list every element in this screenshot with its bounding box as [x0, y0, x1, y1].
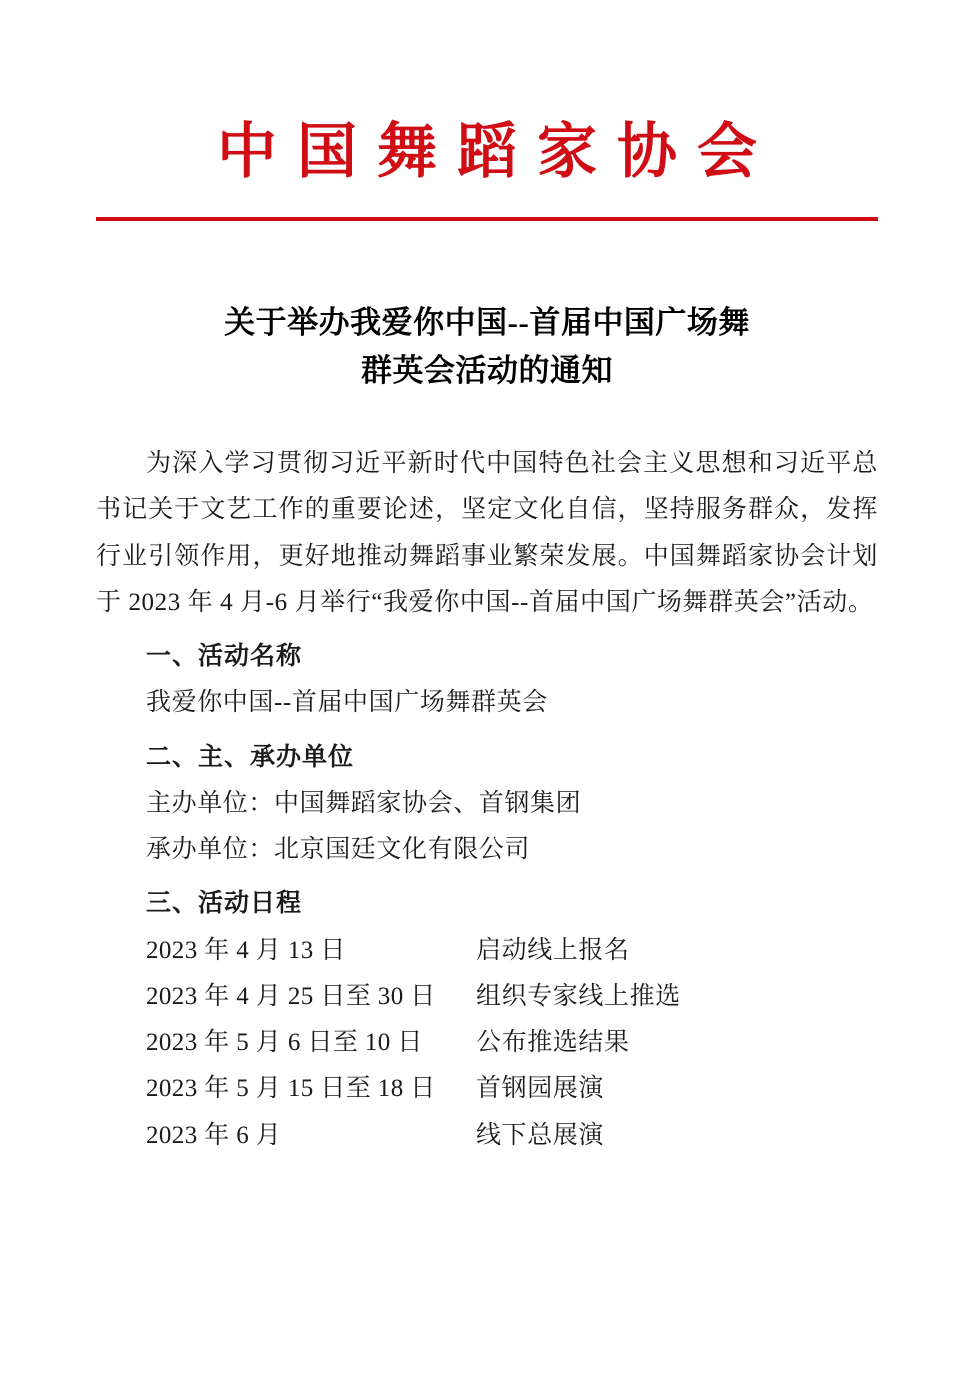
section-text-organizer-unit: 承办单位：北京国廷文化有限公司: [146, 836, 531, 864]
intro-paragraph: 为深入学习贯彻习近平新时代中国特色社会主义思想和习近平总书记关于文艺工作的重要论述，坚定文化自信，坚持服务群众，发挥行业引领作用，更好地推动舞蹈事业繁荣发展。中国舞蹈家协会计划于 2023 年 4 月-6 月举行“我爱你中国--首届中国广场舞群英会”活动。: [96, 450, 878, 616]
section-heading-schedule: 三、活动日程: [146, 890, 303, 918]
schedule-event: 公布推选结果: [476, 1029, 630, 1057]
letterhead: [96, 0, 878, 221]
schedule-row: [96, 1020, 878, 1066]
page-title-line-1: 关于举办我爱你中国--首届中国广场舞: [224, 305, 750, 340]
schedule-date: 2023 年 5 月 6 日至 10 日: [146, 1029, 423, 1057]
schedule-row: [96, 1066, 878, 1112]
section-heading-organizers: 二、主、承办单位: [146, 743, 355, 771]
schedule-event: 启动线上报名: [476, 936, 630, 964]
page-title: [96, 299, 878, 395]
letterhead-divider: [96, 217, 878, 221]
schedule-date: 2023 年 5 月 15 日至 18 日: [146, 1075, 436, 1103]
schedule-date: 2023 年 6 月: [146, 1121, 282, 1149]
section-text-activity-name: 我爱你中国--首届中国广场舞群英会: [146, 689, 548, 717]
schedule-row: [96, 1113, 878, 1159]
schedule-list: [96, 928, 878, 1159]
page-title-line-2: 群英会活动的通知: [361, 353, 613, 389]
document-body: [96, 441, 878, 1159]
section-heading-activity-name: 一、活动名称: [146, 643, 303, 671]
schedule-row: [96, 974, 878, 1020]
organization-name: 中国舞蹈家协会: [217, 119, 777, 185]
schedule-date: 2023 年 4 月 25 日至 30 日: [146, 982, 436, 1010]
schedule-date: 2023 年 4 月 13 日: [146, 936, 346, 964]
schedule-event: 首钢园展演: [476, 1075, 605, 1103]
section-text-host-unit: 主办单位：中国舞蹈家协会、首钢集团: [146, 789, 582, 817]
schedule-event: 组织专家线上推选: [476, 982, 681, 1010]
schedule-row: [96, 928, 878, 974]
schedule-event: 线下总展演: [476, 1121, 605, 1149]
